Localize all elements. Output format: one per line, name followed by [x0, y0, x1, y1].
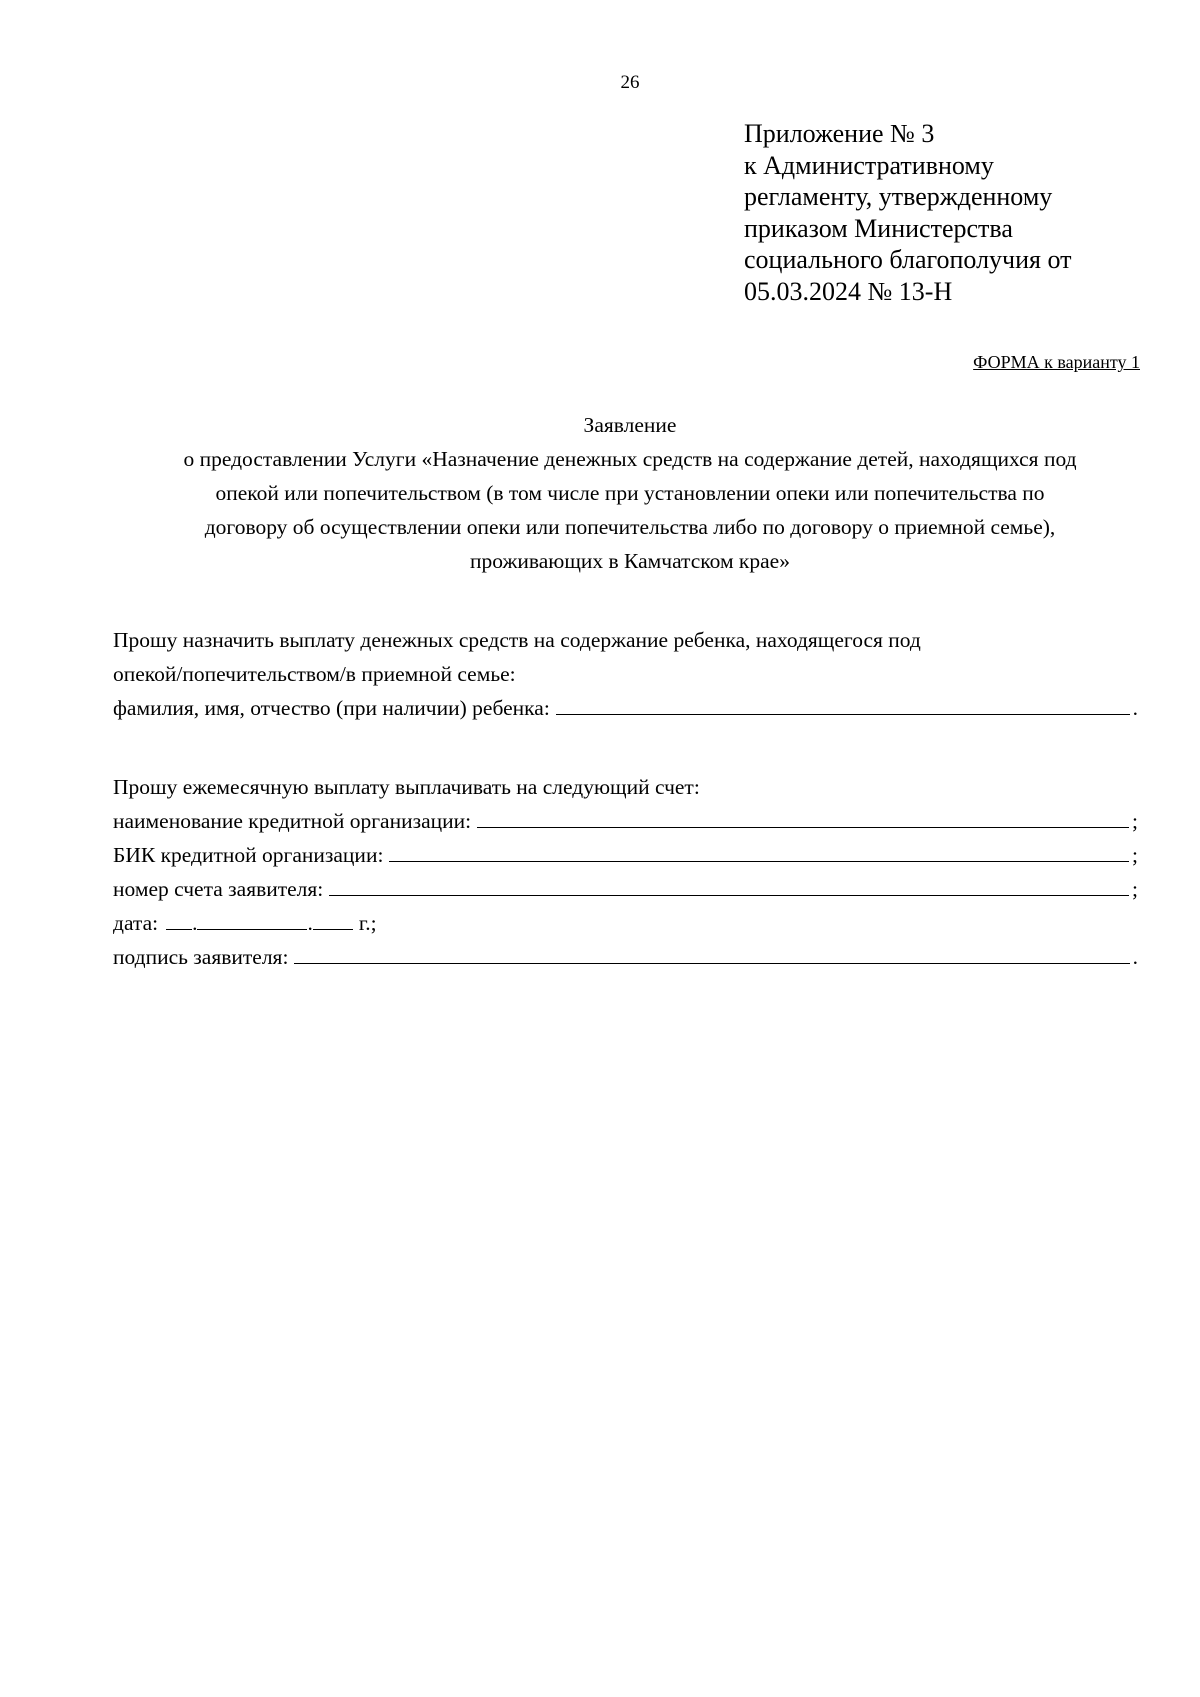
- form-variant-label: ФОРМА к варианту 1: [973, 352, 1140, 372]
- date-row: [113, 906, 1138, 940]
- document-title: [110, 408, 1150, 578]
- title-line: о предоставлении Услуги «Назначение денежных средств на содержание детей, находящихся под: [183, 447, 1077, 471]
- date-suffix: г.;: [358, 911, 377, 935]
- appendix-line: приказом Министерства: [744, 213, 1013, 243]
- account-label: номер счета заявителя:: [113, 877, 324, 901]
- page-number: 26: [620, 72, 640, 93]
- payment-intro-text: Прошу ежемесячную выплату выплачивать на следующий счет:: [113, 775, 700, 799]
- child-name-label: фамилия, имя, отчество (при наличии) ребенка:: [113, 696, 550, 720]
- account-end: ;: [1132, 877, 1138, 901]
- title-line: договору об осуществлении опеки или попечительства либо по договору о приемной семье),: [204, 515, 1056, 539]
- title-line: опекой или попечительством (в том числе при установлении опеки или попечительства по: [215, 481, 1045, 505]
- appendix-line: социального благополучия от: [744, 245, 1072, 275]
- appendix-line: Приложение № 3: [744, 119, 935, 148]
- date-month-field[interactable]: [197, 909, 307, 930]
- appendix-header: [744, 118, 1164, 308]
- request-section: [113, 623, 1138, 725]
- appendix-line: 05.03.2024 № 13-Н: [744, 276, 953, 306]
- date-label: дата:: [113, 911, 159, 935]
- date-year-field[interactable]: [313, 909, 353, 930]
- bik-end: ;: [1132, 843, 1138, 867]
- bik-row: [113, 838, 1138, 872]
- account-row: [113, 872, 1138, 906]
- child-name-field[interactable]: [556, 692, 1130, 715]
- bank-name-end: ;: [1132, 809, 1138, 833]
- payment-section: [113, 770, 1138, 974]
- account-field[interactable]: [329, 873, 1129, 896]
- date-separator: .: [192, 911, 198, 935]
- signature-row: [113, 940, 1138, 974]
- request-line-1: [113, 623, 1138, 657]
- child-name-end: .: [1132, 696, 1138, 720]
- date-day-field[interactable]: [166, 909, 192, 930]
- signature-label: подпись заявителя:: [113, 945, 289, 969]
- signature-end: .: [1132, 945, 1138, 969]
- bank-name-field[interactable]: [477, 805, 1129, 828]
- bank-name-row: [113, 804, 1138, 838]
- request-line-2: [113, 657, 1138, 691]
- bik-label: БИК кредитной организации:: [113, 843, 384, 867]
- title-heading: Заявление: [583, 413, 677, 437]
- title-line: проживающих в Камчатском крае»: [470, 549, 790, 573]
- bik-field[interactable]: [389, 839, 1129, 862]
- bank-name-label: наименование кредитной организации:: [113, 809, 472, 833]
- appendix-line: регламенту, утвержденному: [744, 182, 1053, 212]
- child-name-row: [113, 691, 1138, 725]
- request-text: Прошу назначить выплату денежных средств на содержание ребенка, находящегося под: [113, 628, 921, 652]
- payment-intro: [113, 770, 1138, 804]
- request-text: опекой/попечительством/в приемной семье:: [113, 662, 516, 686]
- appendix-line: к Административному: [744, 150, 994, 180]
- date-separator: .: [307, 911, 313, 935]
- signature-field[interactable]: [294, 941, 1129, 964]
